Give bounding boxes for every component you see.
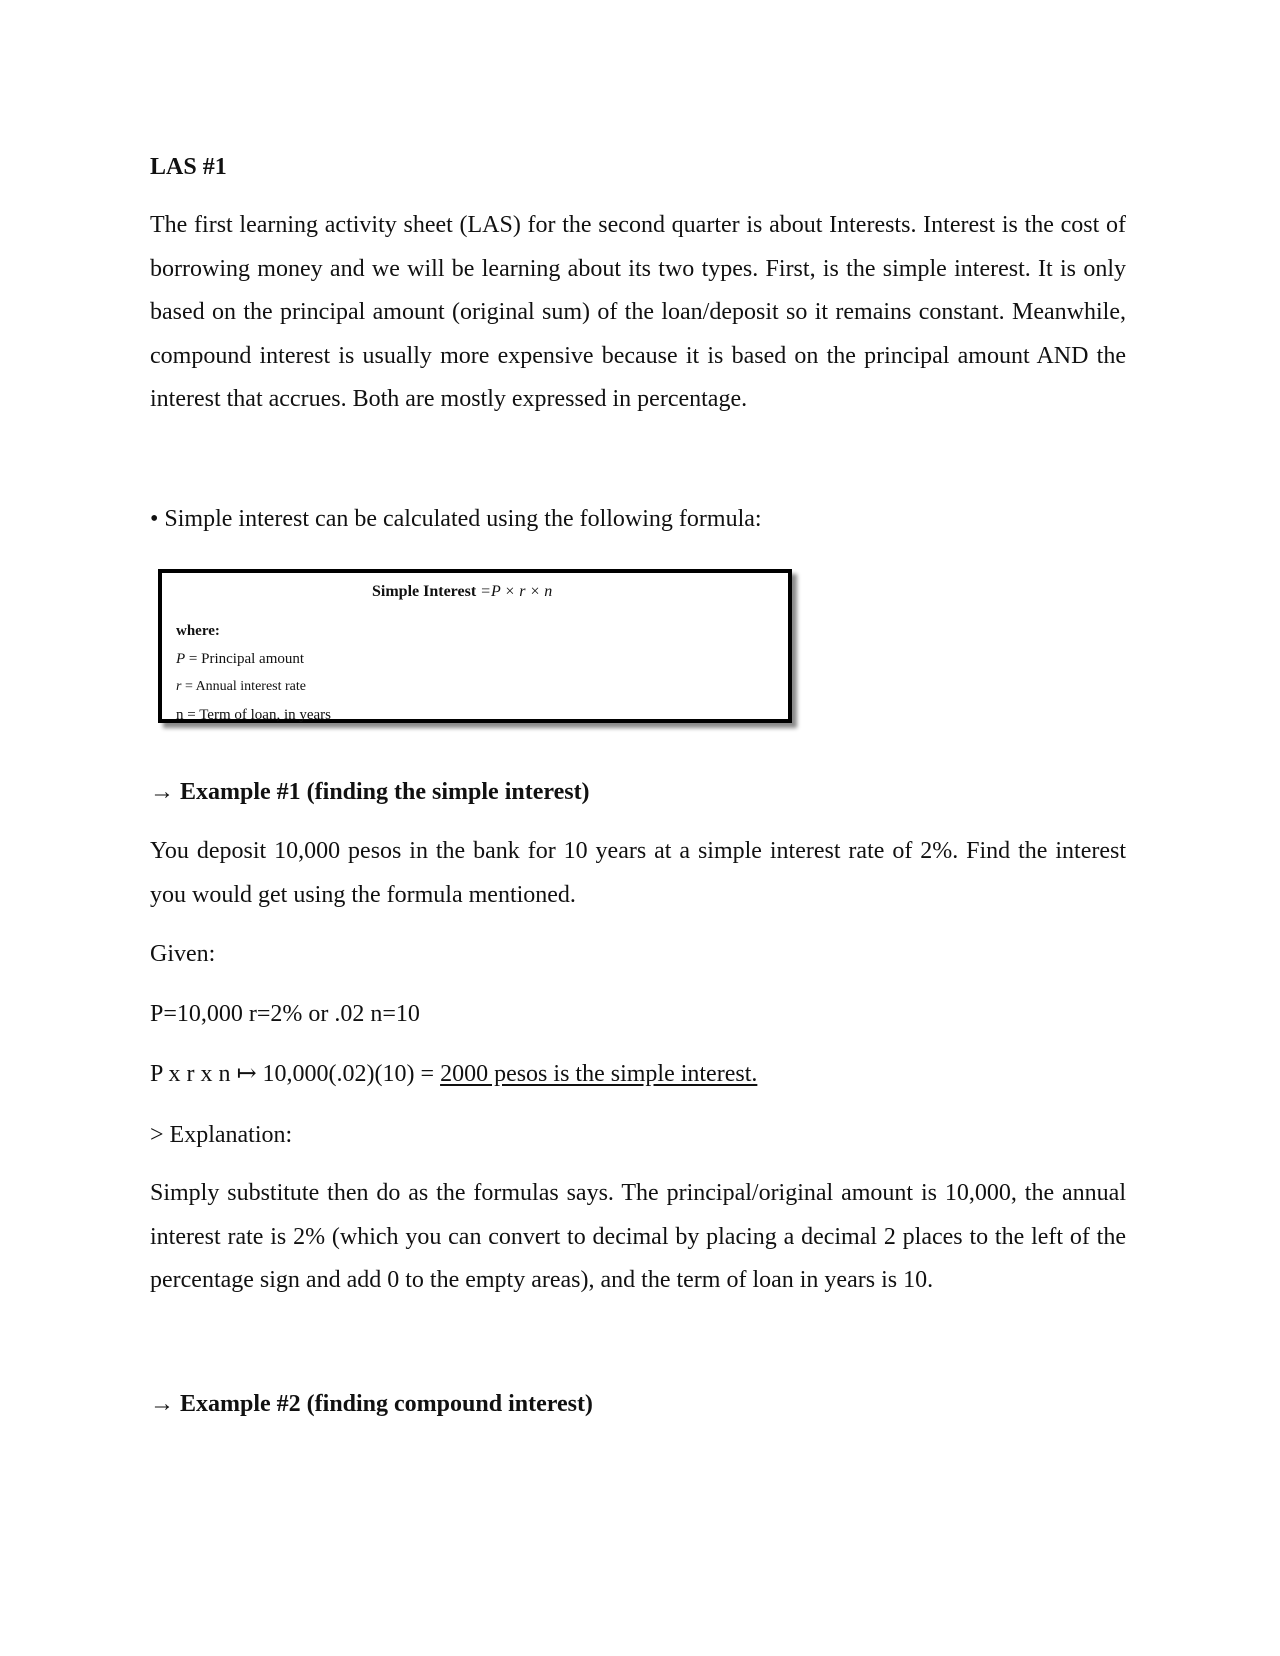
formula-var: n [176,707,184,723]
formula-def-principal [176,651,304,668]
formula-title [372,583,552,601]
given-values: P=10,000 r=2% or .02 n=10 [150,1001,420,1027]
formula-where-label: where: [176,623,220,639]
given-label: Given: [150,941,216,967]
example2-heading: → Example #2 (finding compound interest) [150,1391,593,1417]
example1-heading: → Example #1 (finding the simple interest) [150,779,590,805]
formula-box [158,569,792,723]
formula-def-text: = Annual interest rate [181,679,306,694]
formula-var: P [176,651,186,667]
formula-title-label: Simple Interest [372,583,477,600]
bullet-simple-interest: • Simple interest can be calculated using the following formula: [150,506,762,532]
formula-def-text: = Principal amount [185,651,305,667]
example1-problem: You deposit 10,000 pesos in the bank for 10 years at a simple interest rate of 2%. Find the interest you would get using the formula mentioned. [150,838,1126,908]
intro-paragraph: The first learning activity sheet (LAS) for the second quarter is about Interests. Interest is the cost of borrowing money and we will be learning about its two types. First, is the simple interest. It is only based on the principal amount (original sum) of the loan/deposit so it remains constant. Meanwhile, compound interest is usually more expensive because it is based on the principal amount AND the interest that accrues. Both are mostly expressed in percentage. [150,212,1126,412]
formula-var: r [176,679,182,694]
calculation-result: 2000 pesos is the simple interest. [440,1061,758,1087]
formula-def-term [176,707,331,724]
formula-expression: =P × r × n [480,583,553,600]
formula-def-text: = Term of loan, in years [183,707,332,723]
page-title: LAS #1 [150,154,227,180]
formula-def-rate [176,679,306,695]
calculation-expression: P x r x n ↦ 10,000(.02)(10) = [150,1061,441,1087]
calculation-line [150,1060,757,1088]
explanation-paragraph: Simply substitute then do as the formulas says. The principal/original amount is 10,000, the annual interest rate is 2% (which you can convert to decimal by placing a decimal 2 places to the left of the percentage sign and add 0 to the empty areas), and the term of loan in years is 10. [150,1180,1126,1293]
explanation-label: > Explanation: [150,1122,293,1148]
